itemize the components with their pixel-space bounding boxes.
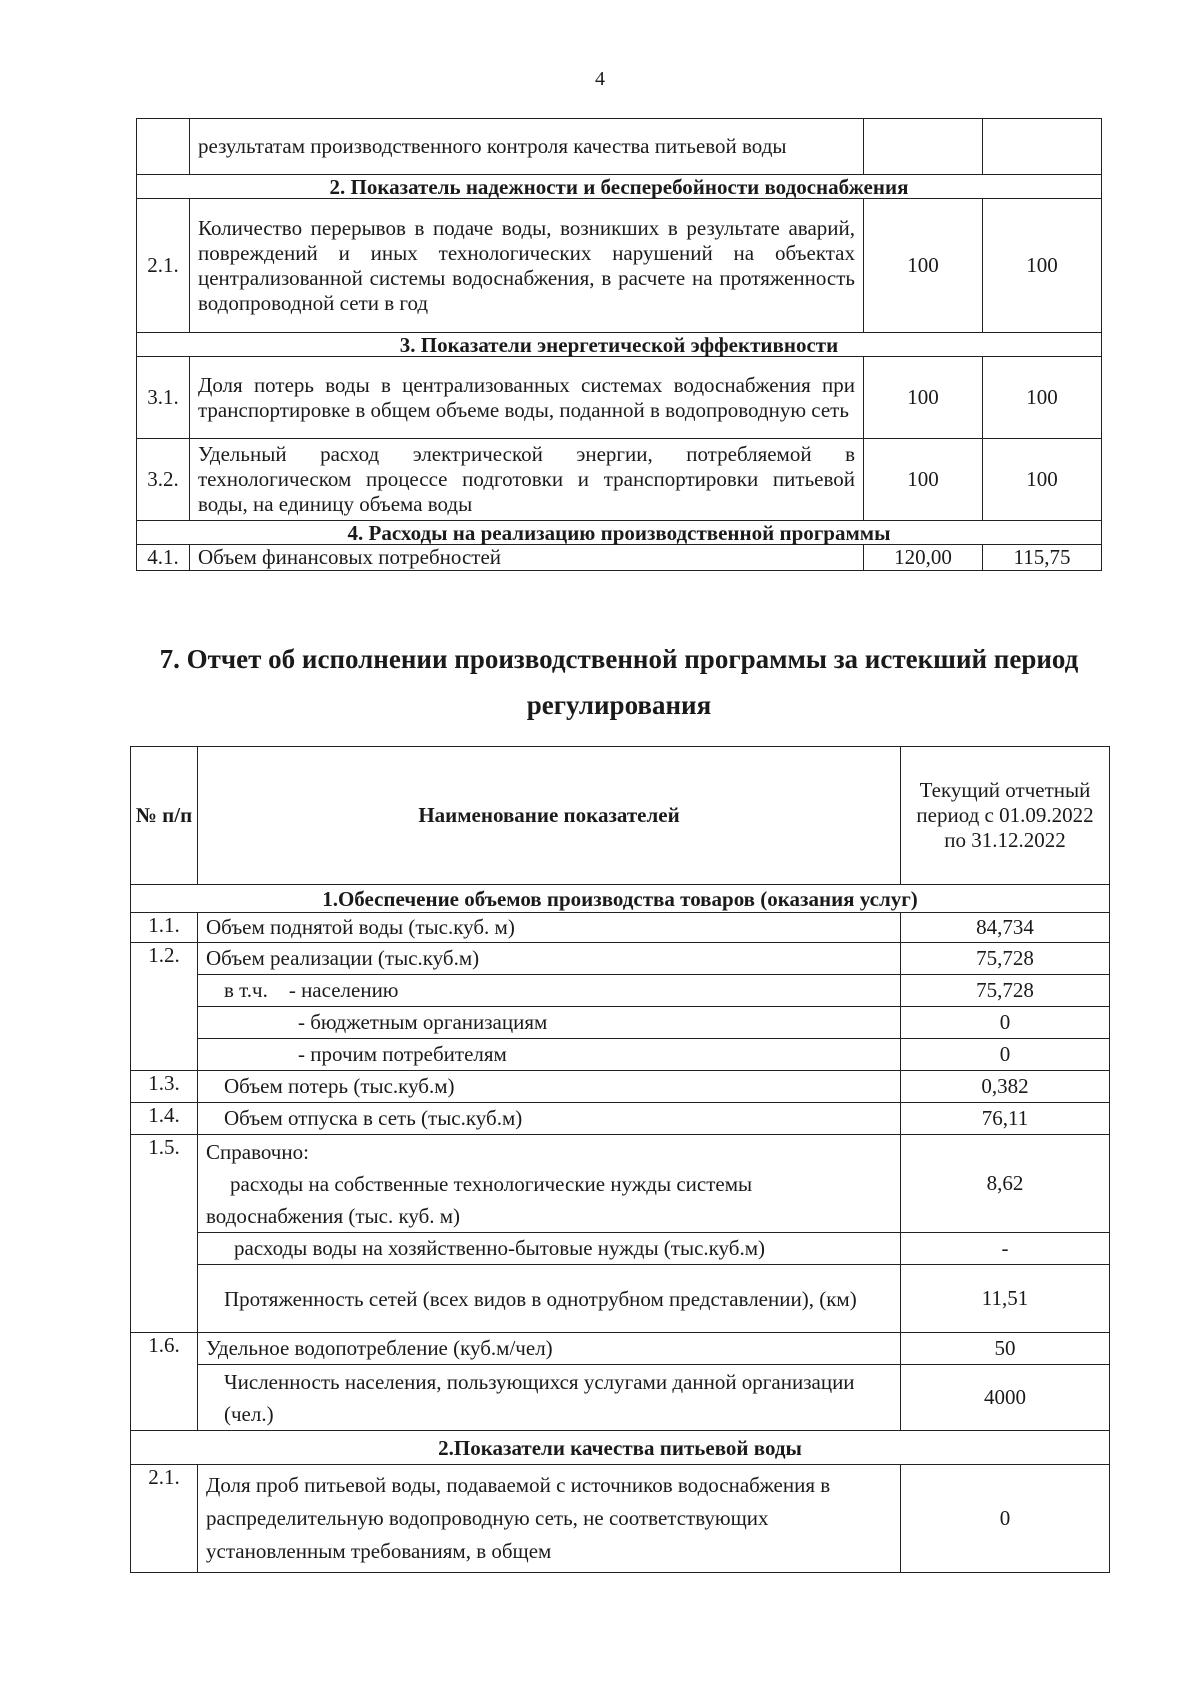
value-cell: 0 [901,1007,1110,1039]
row-text: Удельный расход электрической энергии, потребляемой в технологическом процессе подготовки и транспортировки питьевой воды, на единицу объема воды [190,439,864,521]
value-cell: 75,728 [901,943,1110,975]
value-cell: 0,382 [901,1071,1110,1103]
row-text: Количество перерывов в подаче воды, возникших в результате аварий, повреждений и иных технологических нарушений на объектах централизованной системы водоснабжения, в расчете на протяженность водопроводной сети в год [190,199,864,333]
row-number: 1.3. [131,1071,198,1103]
row-text: - бюджетным организациям [198,1007,901,1039]
value-cell: 76,11 [901,1103,1110,1135]
row-number: 2.1. [131,1465,198,1573]
table-cell [864,119,983,175]
value-cell: 100 [864,199,983,333]
row-text: Объем реализации (тыс.куб.м) [198,943,901,975]
value-cell: 100 [864,439,983,521]
row-text: Доля проб питьевой воды, подаваемой с источников водоснабжения в распределительную водопроводную сеть, не соответствующих установленным требованиям, в общем [198,1465,901,1573]
table-cell [983,119,1102,175]
row-text: Удельное водопотребление (куб.м/чел) [198,1333,901,1365]
row-number: 1.4. [131,1103,198,1135]
section-heading: 2.Показатели качества питьевой воды [131,1431,1110,1465]
value-cell: 120,00 [864,545,983,571]
row-text: Доля потерь воды в централизованных системах водоснабжения при транспортировке в общем объеме воды, поданной в водопроводную сеть [190,357,864,439]
value-cell: 11,51 [901,1265,1110,1333]
value-cell: 84,734 [901,913,1110,943]
value-cell: 100 [983,357,1102,439]
row-number: 1.2. [131,943,198,1071]
value-cell: 0 [901,1465,1110,1573]
production-program-report-table [130,746,1110,1573]
row-number: 1.5. [131,1135,198,1333]
row-text [198,1135,901,1233]
value-cell: 50 [901,1333,1110,1365]
row-number: 3.1. [137,357,190,439]
column-header-number: № п/п [131,747,198,885]
section-heading: 4. Расходы на реализацию производственной программы [137,521,1102,545]
page-number: 4 [595,68,605,90]
row-text: в т.ч. - населению [198,975,901,1007]
value-cell: 8,62 [901,1135,1110,1233]
value-cell: 0 [901,1039,1110,1071]
value-cell: - [901,1233,1110,1265]
row-number: 2.1. [137,199,190,333]
reference-label: Справочно: [206,1139,309,1164]
value-cell: 115,75 [983,545,1102,571]
section-heading: 3. Показатели энергетической эффективности [137,333,1102,357]
table-cell [137,119,190,175]
indicators-table [136,118,1102,571]
row-text: результатам производственного контроля качества питьевой воды [190,119,864,175]
row-text: Объем потерь (тыс.куб.м) [198,1071,901,1103]
reference-text: расходы на собственные технологические нужды системы водоснабжения (тыс. куб. м) [206,1171,753,1228]
column-header-name: Наименование показателей [198,747,901,885]
value-cell: 4000 [901,1365,1110,1431]
row-number: 1.6. [131,1333,198,1431]
row-text: Объем поднятой воды (тыс.куб. м) [198,913,901,943]
value-cell: 100 [983,199,1102,333]
value-cell: 75,728 [901,975,1110,1007]
row-text: Объем финансовых потребностей [190,545,864,571]
section-7-title: 7. Отчет об исполнении производственной программы за истекший период регулирования [159,644,1079,720]
column-header-period: Текущий отчетный период с 01.09.2022 по 31.12.2022 [901,747,1110,885]
value-cell: 100 [864,357,983,439]
row-text: Численность населения, пользующихся услугами данной организации (чел.) [198,1365,901,1431]
row-number: 4.1. [137,545,190,571]
row-text: Протяженность сетей (всех видов в однотрубном представлении), (км) [198,1265,901,1333]
value-cell: 100 [983,439,1102,521]
section-heading: 1.Обеспечение объемов производства товаров (оказания услуг) [131,885,1110,913]
row-number: 1.1. [131,913,198,943]
row-text: - прочим потребителям [198,1039,901,1071]
row-number: 3.2. [137,439,190,521]
section-heading: 2. Показатель надежности и бесперебойности водоснабжения [137,175,1102,199]
row-text: расходы воды на хозяйственно-бытовые нужды (тыс.куб.м) [198,1233,901,1265]
row-text: Объем отпуска в сеть (тыс.куб.м) [198,1103,901,1135]
